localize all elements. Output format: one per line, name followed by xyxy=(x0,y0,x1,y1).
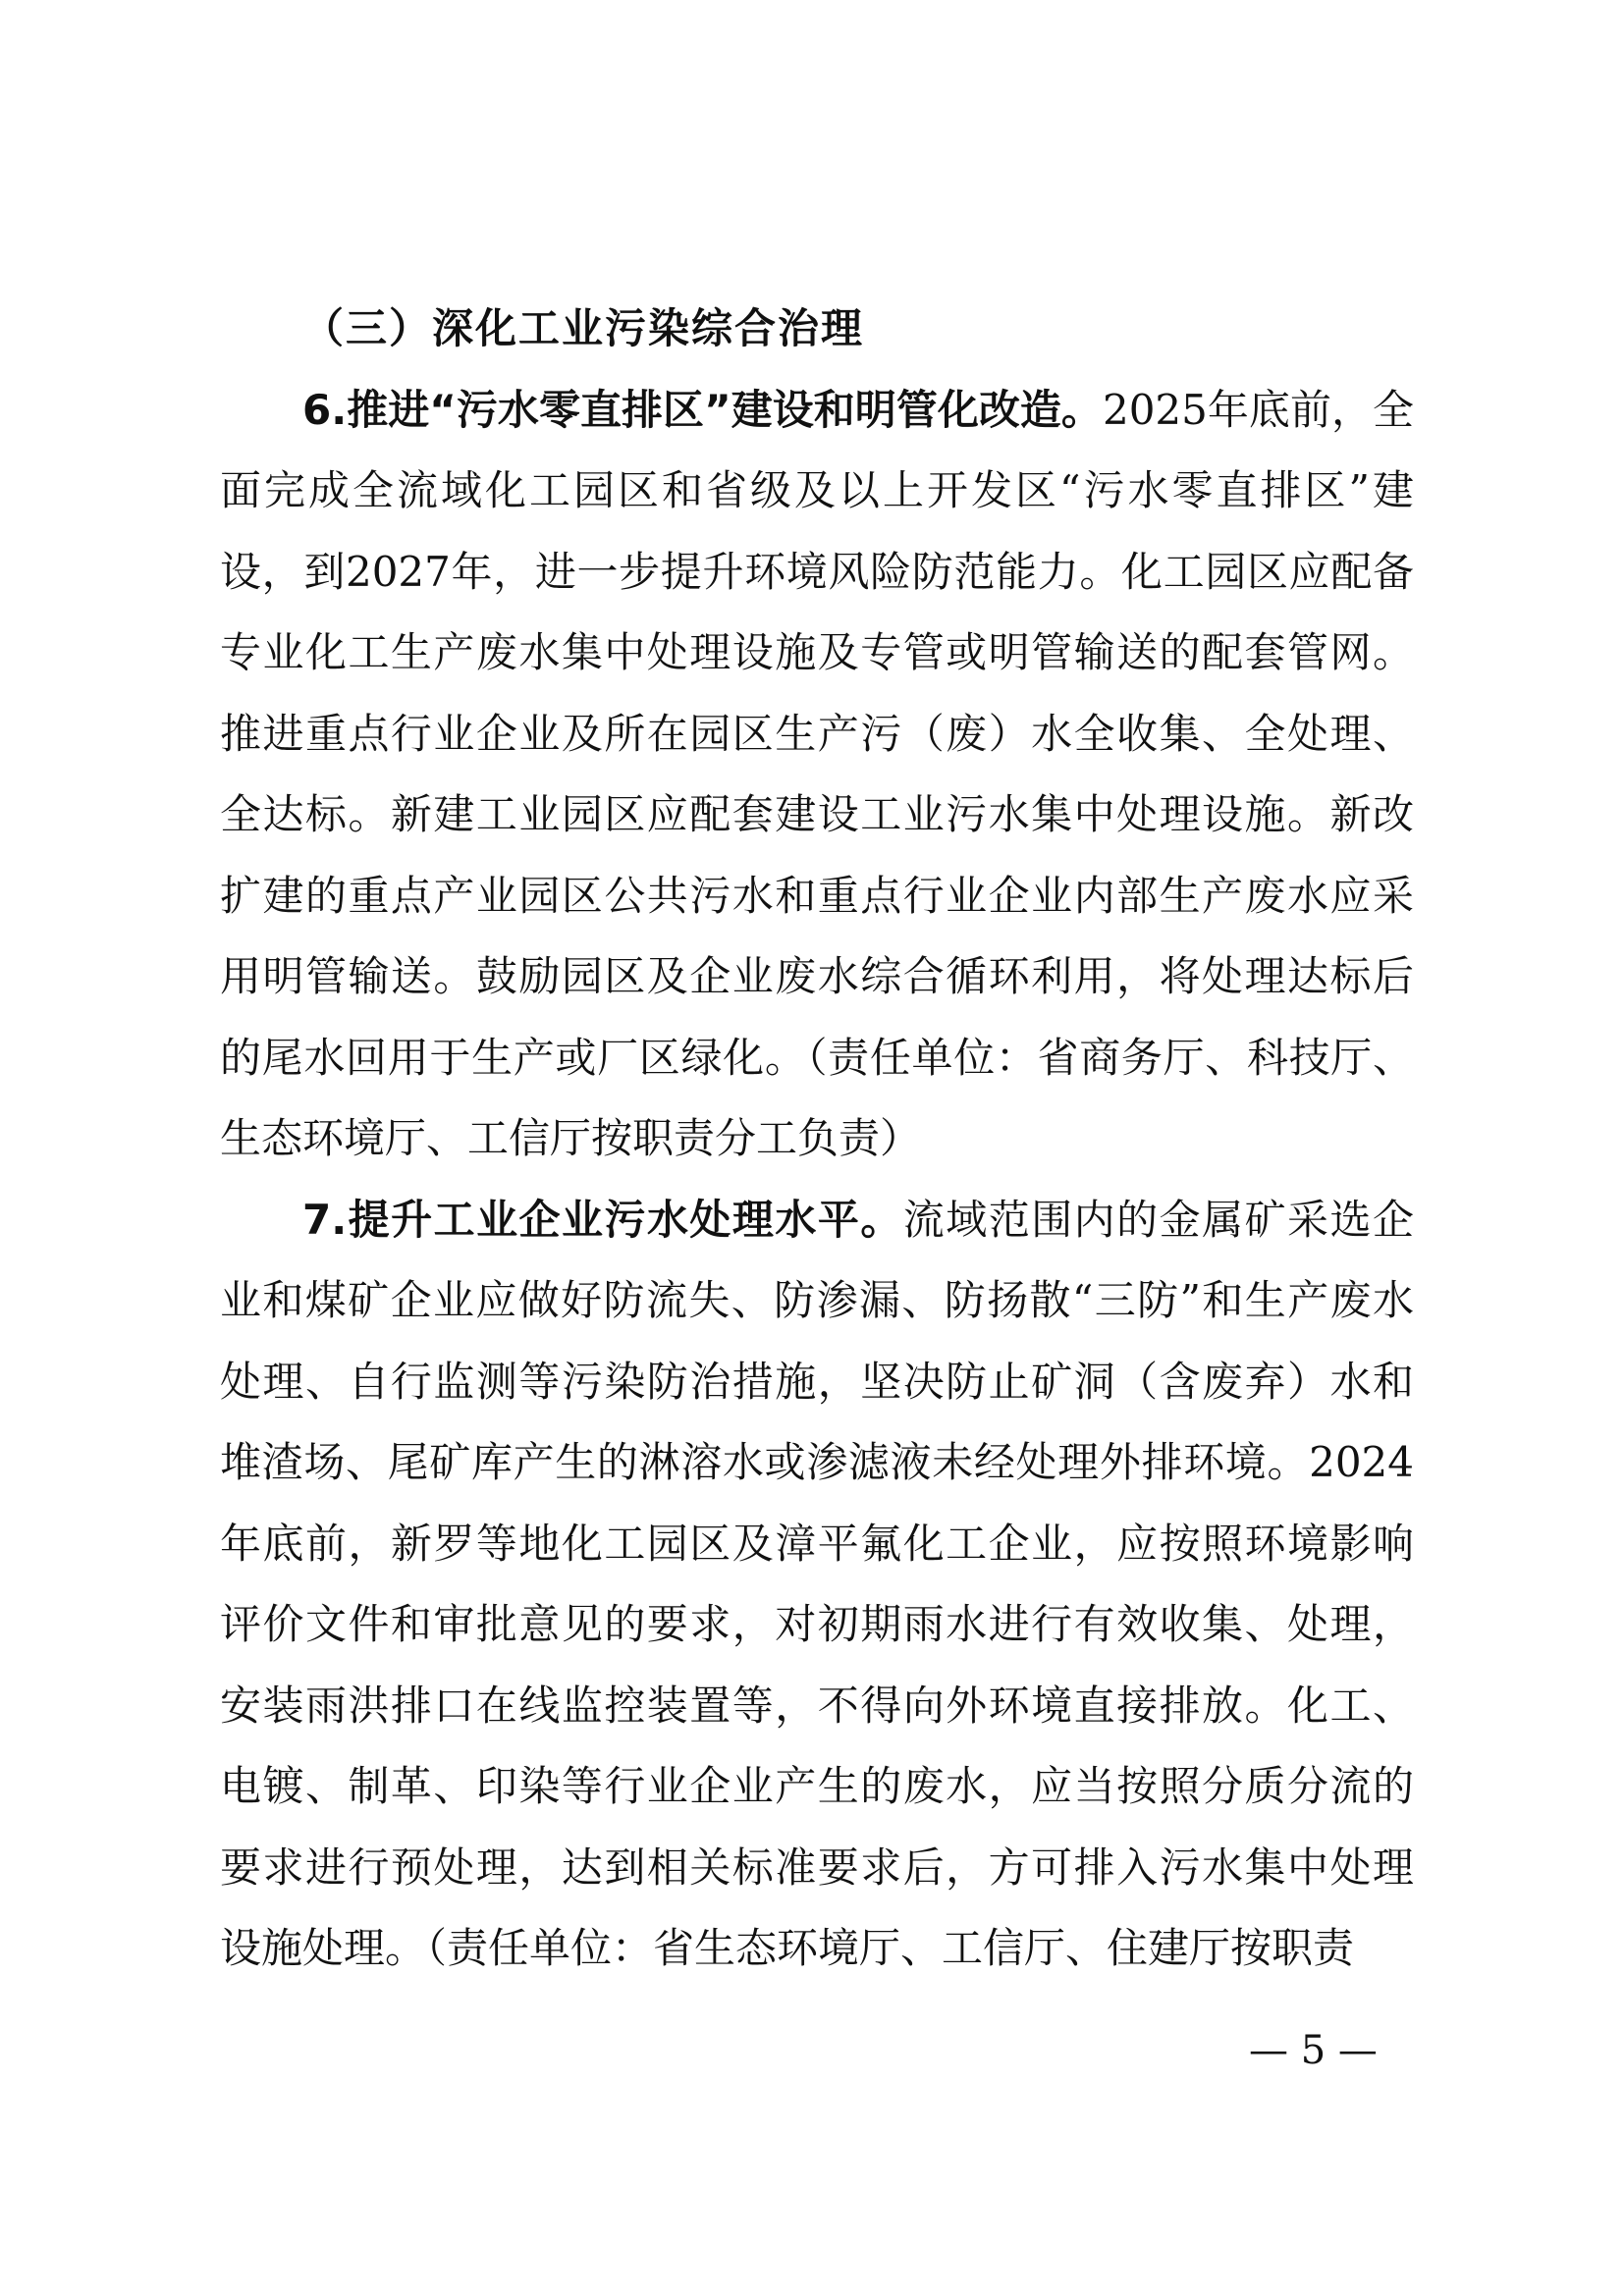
paragraph-6-title: 6.推进“污水零直排区”建设和明管化改造。 xyxy=(302,385,1103,434)
paragraph-7-body: 流域范围内的金属矿采选企业和煤矿企业应做好防流失、防渗漏、防扬散“三防”和生产废水处理、自行监测等污染防治措施，坚决防止矿洞（含废弃）水和堆渣场、尾矿库产生的淋溶水或渗滤液未经处理外排环境。2024年底前，新罗等地化工园区及漳平氟化工企业，应按照环境影响评价文件和审批意见的要求，对初期雨水进行有效收集、处理，安装雨洪排口在线监控装置等，不得向外环境直接排放。化工、电镀、制革、印染等行业企业产生的废水，应当按照分质分流的要求进行预处理，达到相关标准要求后，方可排入污水集中处理设施处理。（责任单位：省生态环境厅、工信厅、住建厅按职责 xyxy=(220,1195,1414,1972)
paragraph-7-title: 7.提升工业企业污水处理水平。 xyxy=(302,1195,903,1244)
section-heading: （三）深化工业污染综合治理 xyxy=(302,304,865,352)
page-number: — 5 — xyxy=(1249,2028,1378,2073)
paragraph-7 xyxy=(220,1180,1414,1990)
paragraph-6-body: 2025年底前，全面完成全流域化工园区和省级及以上开发区“污水零直排区”建设，到2027年，进一步提升环境风险防范能力。化工园区应配备专业化工生产废水集中处理设施及专管或明管输送的配套管网。推进重点行业企业及所在园区生产污（废）水全收集、全处理、全达标。新建工业园区应配套建设工业污水集中处理设施。新改扩建的重点产业园区公共污水和重点行业企业内部生产废水应采用明管输送。鼓励园区及企业废水综合循环利用，将处理达标后的尾水回用于生产或厂区绿化。（责任单位：省商务厅、科技厅、生态环境厅、工信厅按职责分工负责） xyxy=(220,385,1414,1162)
paragraph-6 xyxy=(220,370,1414,1180)
document-body xyxy=(220,289,1414,1990)
